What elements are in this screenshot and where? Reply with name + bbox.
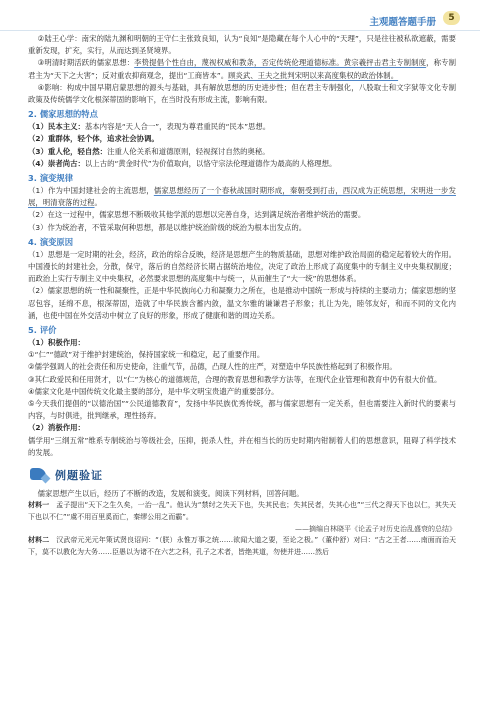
- cause-1: [28, 249, 456, 286]
- underlined-text: 儒家思想经历了一个春秋战国时期形成，秦朝受到打击，西汉成为正统思想，宋明进一步发展，明清衰落的过程: [28, 186, 456, 208]
- rule-2: （2）在这一过程中，儒家思想不断吸收其他学派的思想以完善自身，达到满足统治者维护统治的需要。: [28, 210, 366, 220]
- material-label: 材料二: [28, 536, 50, 545]
- text-span: ，称专制君主为“天下之大害”；反对重农抑商观念，提出“工商皆本”。: [28, 58, 456, 80]
- heading-evolution-causes: 4. 演变原因: [28, 236, 74, 247]
- positive-effect-5: ⑤今天我们提倡的“以德治国”“公民道德教育”，发扬中华民族优秀传统，都与儒家思想有一定关系，但也需要注入新时代的要素与内容，与时俱进，批判继承，理性扬弃。: [28, 399, 456, 421]
- handbook-title: 主观题答题手册: [369, 17, 436, 28]
- positive-effect-4: ④儒家文化是中国传统文化最主要的部分，是中华文明宝贵遗产的重要部分。: [28, 386, 279, 396]
- trait-4: [28, 158, 456, 170]
- trait-text: 注重人伦关系和道德原则，轻视探讨自然的奥秘。: [107, 146, 270, 156]
- material-1-source: ——摘编自林晓平《论孟子对历史治乱盛衰的总结》: [295, 524, 456, 533]
- label-text: （2）消极作用：: [28, 423, 85, 433]
- heading-evolution-rules: 3. 演变规律: [28, 173, 74, 184]
- trait-label: （4）崇者尚古：: [28, 158, 85, 168]
- text-span: 儒家思想的坚忍包容，延绵不息，根深蒂固，造就了中华民族含蓄内敛，温文尔雅的谦谦君子形象；扎让为先，睦邻友好，和而不同的文化内涵，也使中国在外交活动中树立了良好的形象，形成了健康和谐的周边关系。: [28, 286, 456, 320]
- material-1: [28, 500, 456, 524]
- text-span: ③明清时期活跃的儒家思想：: [37, 58, 135, 68]
- trait-text: 基本内容是“天人合一”，表现为尊君重民的“民本”思想。: [84, 122, 271, 132]
- page-number-badge: 5: [443, 11, 460, 25]
- example-intro: 儒家思想产生以后，经历了不断的改造，发展和演变。阅读下列材料，回答问题。: [37, 489, 304, 499]
- text-span: （1）思想是一定时期的社会，经济，政治的综合反映，经济是思想产生的物质基础，思想对维护政治局面的稳定起着较大的作用。中国漫长的封建社会，分散，保守，落后的自然经济长期占据统治地位，决定了政治上形成了高度集中的专制主义中央集权制度；: [28, 249, 456, 272]
- trait-3: [28, 146, 456, 158]
- text-span: （2）儒家思想的统一性和凝聚性，正是中华民族向心力和凝聚力之所在，也是推动中国统一形成与持续的主要动力；: [28, 286, 412, 296]
- rule-3: （3）作为统治者，不管采取何种思想，都是以维护统治阶级的统治为根本出发点的。: [28, 222, 307, 232]
- trait-label: （3）重人伦，轻自然：: [28, 146, 108, 156]
- underlined-text: 顾炎武、王夫之批判宋明以来高度集权的政治体制。: [228, 70, 399, 80]
- trait-label: （1）民本主义：: [28, 122, 85, 132]
- text-span: （1）作为中国封建社会的主流思想，: [28, 186, 154, 196]
- paragraph-influence: ④影响：构成中国早期启蒙思想的源头与基础，具有解放思想的历史进步性；但在君主专制强化，八股取士和文字狱等文化专制政策及传统儒学文化根深蒂固的影响下，在当时没有形成主流，影响有限。: [28, 82, 456, 105]
- positive-effect-1: ①“仁”“德政”对于维护封建统治，保持国家统一和稳定，起了重要作用。: [28, 350, 265, 360]
- pencil-icon: [28, 466, 50, 484]
- trait-2: [28, 133, 456, 145]
- negative-effects-label: [28, 422, 456, 434]
- heading-evaluation: 5. 评价: [28, 325, 57, 336]
- trait-label: （2）重群体，轻个体，追求社会协调。: [28, 134, 159, 144]
- material-2: [28, 535, 456, 559]
- label-text: （1）积极作用：: [28, 338, 85, 348]
- text-span: 。: [94, 198, 102, 208]
- material-text: 孟子提出“天下之生久矣，一治一乱”。他认为“禁纣之失天下也，失其民也；失其民者，失其心也”“三代之得天下也以仁，其失天下也以不仁”“虞不用百里奚而亡，秦缪公用之而霸”。: [28, 501, 457, 522]
- heading-characteristics: 2. 儒家思想的特点: [28, 109, 98, 120]
- text-span: 而政治上实行专制主义中央集权，必然要求思想的高度集中与统一，从而催生了“大一统”的思想体系。: [28, 274, 361, 284]
- negative-effect: 儒学用“三纲五常”维系专制统治与等级社会，压抑，扼杀人性，并在相当长的历史时期内钳制着人们的思想意识，阻碍了科学技术的发展。: [28, 435, 456, 457]
- main-content: [28, 33, 456, 559]
- page-header: [0, 0, 480, 31]
- paragraph-luwang: ②陆王心学：南宋的陆九渊和明朝的王守仁主张致良知，认为“良知”是隐藏在每个人心中的“天理”，只是往往被私欲遮蔽，需要重新发现，扩充，实行，从而达到圣贤境界。: [28, 34, 456, 56]
- paragraph-mingqing: [28, 57, 456, 81]
- positive-effect-2: ②儒学强调人的社会责任和历史使命，注重气节，品德，凸现人性的庄严，对塑造中华民族性格起到了积极作用。: [28, 362, 397, 372]
- trait-1: [28, 121, 456, 133]
- trait-text: 以上古的“黄金时代”为价值取向，以恪守宗法伦理道德作为最高的人格理想。: [84, 158, 337, 168]
- cause-2: [28, 285, 456, 322]
- example-section-title: 例题验证: [55, 469, 103, 483]
- rule-1: [28, 185, 456, 209]
- example-section-header: [28, 464, 456, 486]
- positive-effects-label: [28, 337, 456, 349]
- positive-effect-3: ③其仁政爱民和任用贤才，以“仁”为核心的道德规范，合理的教育思想和教学方法等，在现代企业管理和教育中仍有很大价值。: [28, 374, 442, 384]
- material-text: 汉武帝元光元年策试贤良诏问：“（朕）永惟万事之统……欲闻大道之要，至论之极。”（董仲舒）对曰：“古之王者……南面而治天下，莫不以教化为大务……臣愚以为诸不在六艺之科，孔子之术者，皆绝其道，勿使并进……然后: [28, 536, 457, 557]
- underlined-text: 李贽提倡个性自由，蔑视权威和教条，否定传统伦理道德标准。黄宗羲抨击君主专制制度: [134, 58, 427, 68]
- material-label: 材料一: [28, 501, 50, 510]
